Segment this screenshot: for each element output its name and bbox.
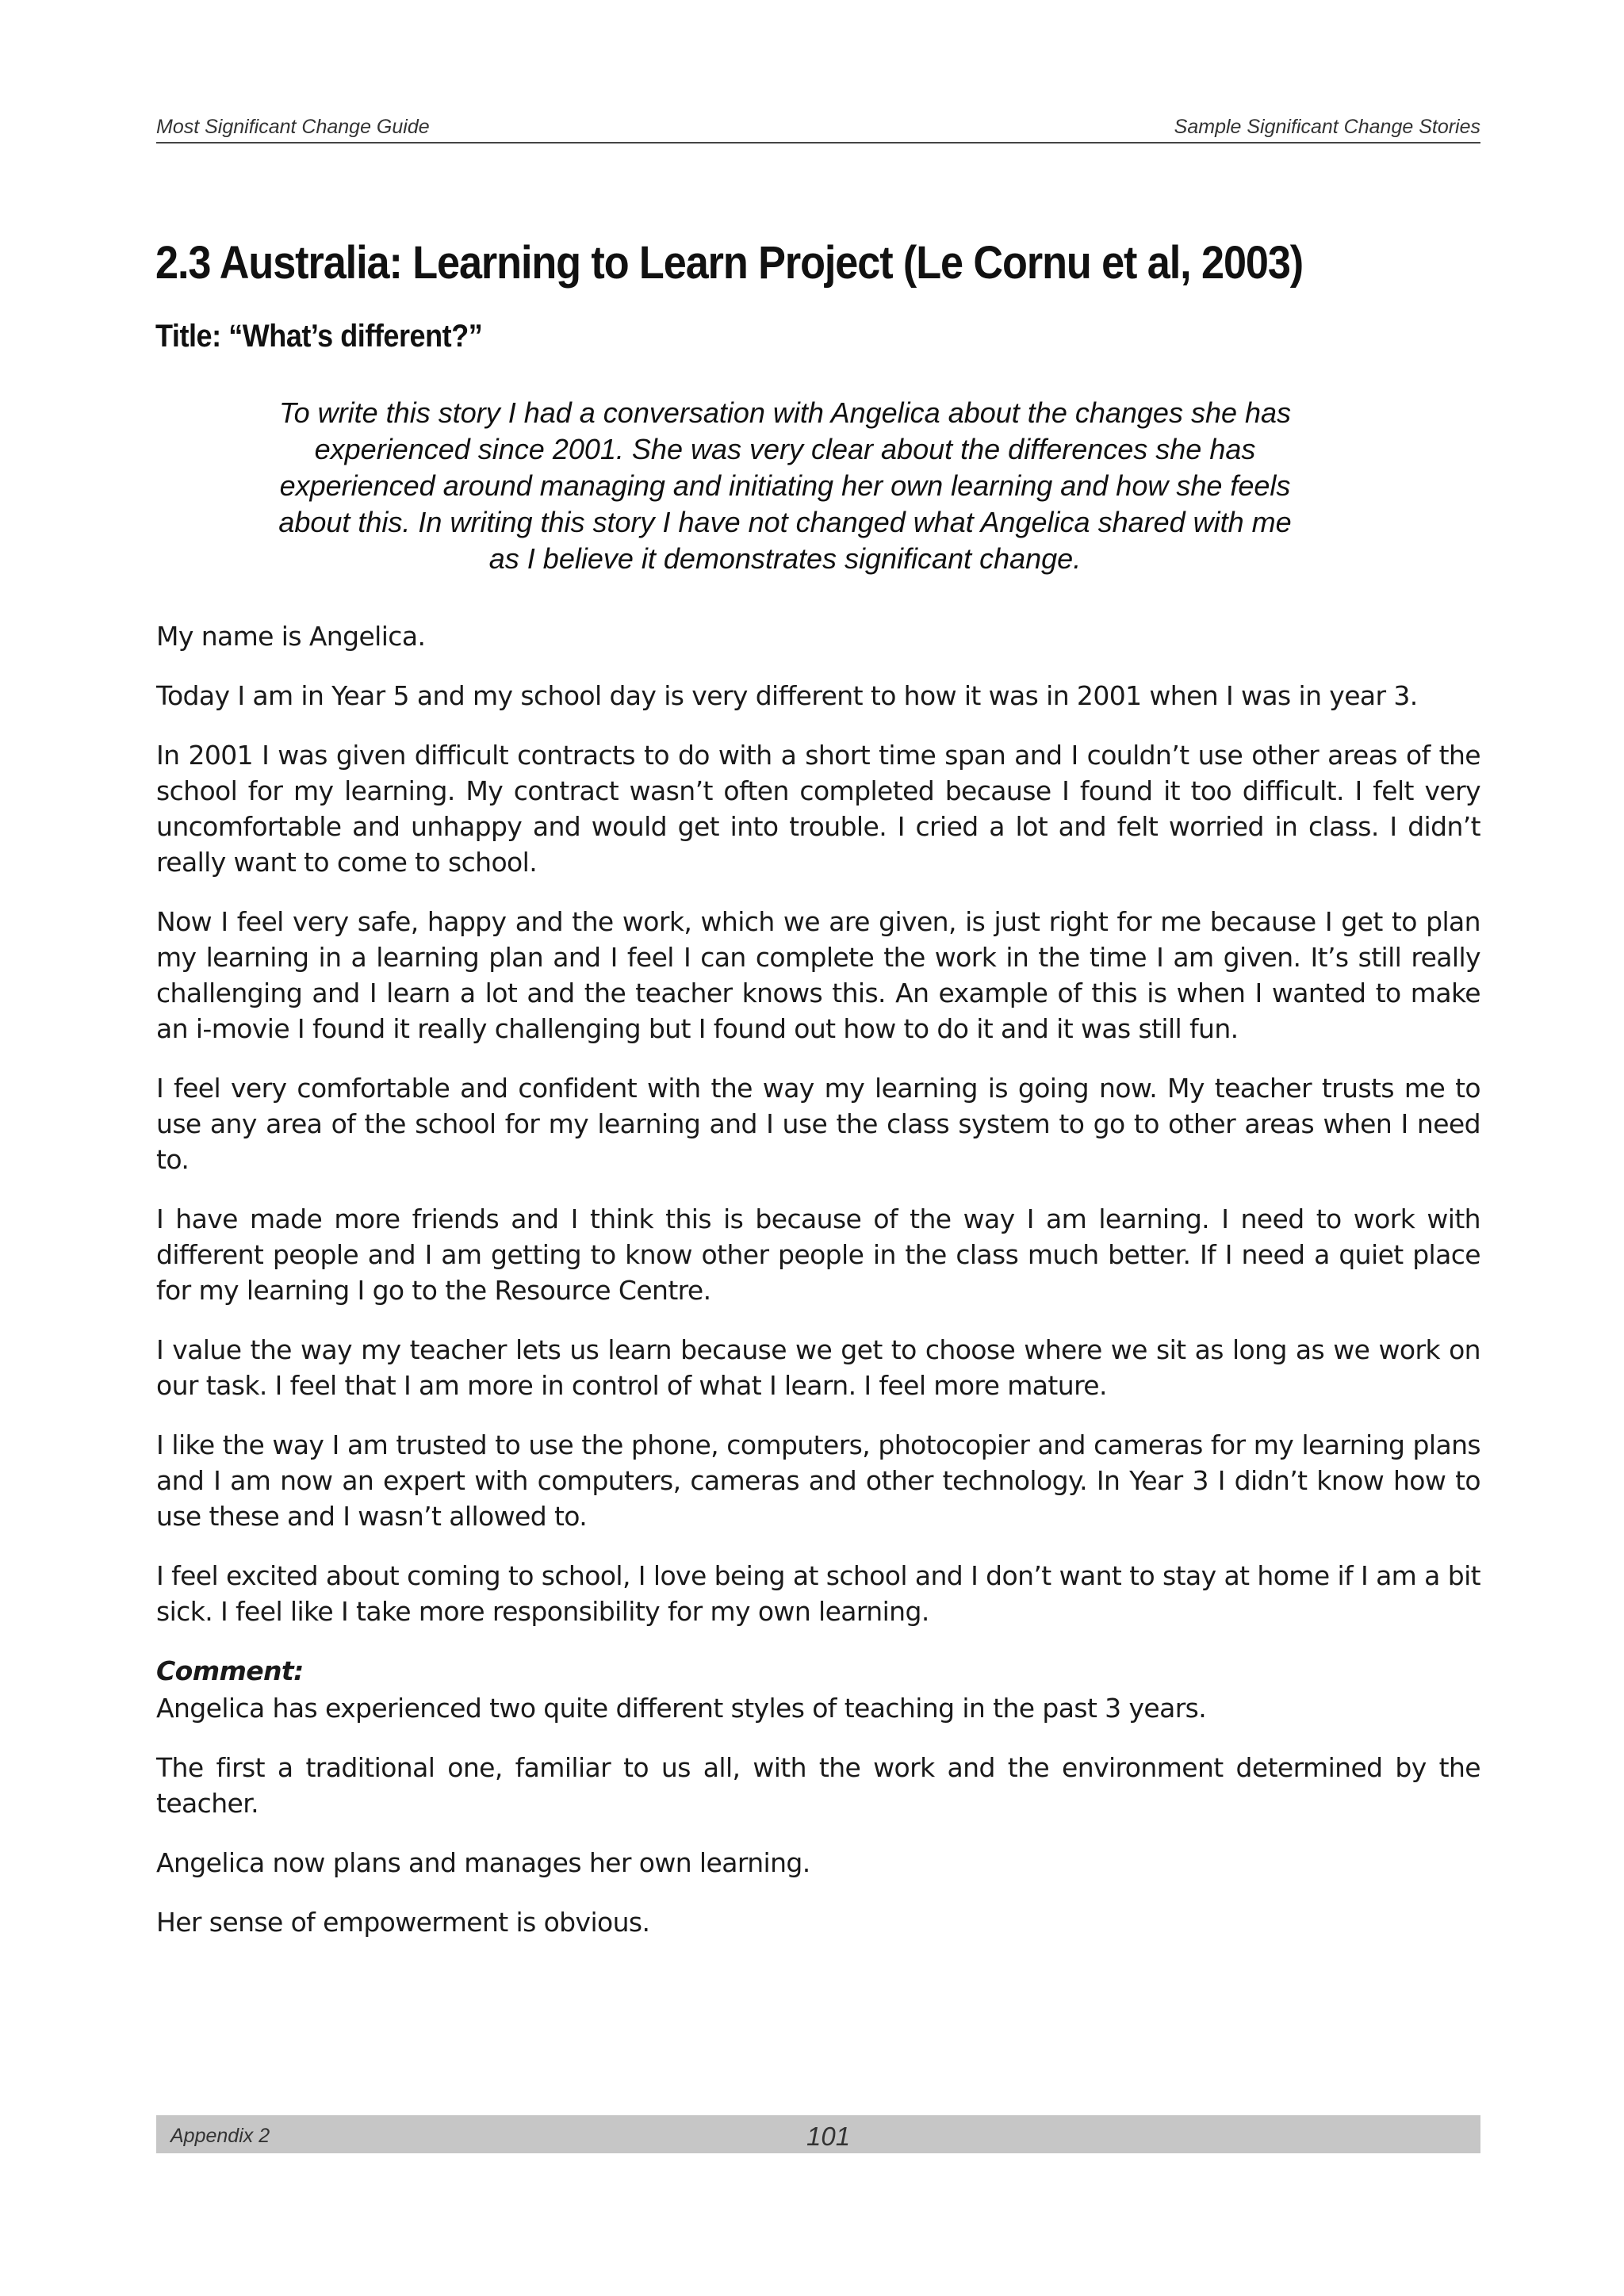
story-body	[156, 618, 1480, 1964]
story-paragraph: My name is Angelica.	[156, 621, 426, 652]
comment-heading: Comment:	[156, 1655, 304, 1686]
story-paragraph: I like the way I am trusted to use the phone, computers, photocopier and cameras for my learning plans and I am now an expert with computers, cameras and other technology. In Year 3 I didn’t know how to use these and I wasn’t allowed to.	[156, 1429, 1480, 1532]
story-paragraph: In 2001 I was given difficult contracts to do with a short time span and I couldn’t use other areas of the school for my learning. My contract wasn’t often completed because I found it too difficult. I felt very uncomfortable and unhappy and would get into trouble. I cried a lot and felt worried in class. I didn’t really want to come to school.	[156, 740, 1480, 878]
story-paragraph: I feel very comfortable and confident with the way my learning is going now. My teacher trusts me to use any area of the school for my learning and I use the class system to go to other areas when I need to.	[156, 1073, 1480, 1175]
story-title: Title: “What’s different?”	[155, 319, 483, 354]
comment-paragraph: The first a traditional one, familiar to us all, with the work and the environment determined by the teacher.	[156, 1752, 1480, 1819]
story-paragraph: Now I feel very safe, happy and the work, which we are given, is just right for me because I get to plan my learning in a learning plan and I feel I can complete the work in the time I am given. It’s still really challenging and I learn a lot and the teacher knows this. An example of this is when I wanted to make an i-movie I found it really challenging but I found out how to do it and it was still fun.	[156, 906, 1480, 1044]
comment-paragraph: Angelica has experienced two quite different styles of teaching in the past 3 years.	[156, 1693, 1207, 1724]
page-footer	[156, 2115, 1480, 2153]
page-number: 101	[806, 2122, 851, 2151]
section-title: 2.3 Australia: Learning to Learn Project (Le Cornu et al, 2003)	[155, 237, 1304, 289]
story-paragraph: I have made more friends and I think this is because of the way I am learning. I need to work with different people and I am getting to know other people in the class much better. If I need a quiet place for my learning I go to the Resource Centre.	[156, 1203, 1480, 1306]
running-header	[156, 116, 1480, 144]
story-paragraph: Today I am in Year 5 and my school day is very different to how it was in 2001 when I was in year 3.	[156, 680, 1418, 711]
header-left: Most Significant Change Guide	[156, 116, 430, 138]
story-paragraph: I feel excited about coming to school, I love being at school and I don’t want to stay at home if I am a bit sick. I feel like I take more responsibility for my own learning.	[156, 1560, 1480, 1627]
comment-paragraph: Her sense of empowerment is obvious.	[156, 1907, 650, 1938]
footer-appendix-label: Appendix 2	[170, 2125, 270, 2147]
intro-text: To write this story I had a conversation with Angelica about the changes she has experienced since 2001. She was very clear about the differences she has experienced around managing and initiating her own learning and how she feels about this. In writing this story I have not changed what Angelica shared with me as I believe it demonstrates significant change.	[278, 396, 1292, 575]
comment-paragraph: Angelica now plans and manages her own learning.	[156, 1847, 810, 1878]
story-paragraph: I value the way my teacher lets us learn because we get to choose where we sit as long as we work on our task. I feel that I am more in control of what I learn. I feel more mature.	[156, 1334, 1480, 1401]
header-right: Sample Significant Change Stories	[1174, 116, 1480, 138]
